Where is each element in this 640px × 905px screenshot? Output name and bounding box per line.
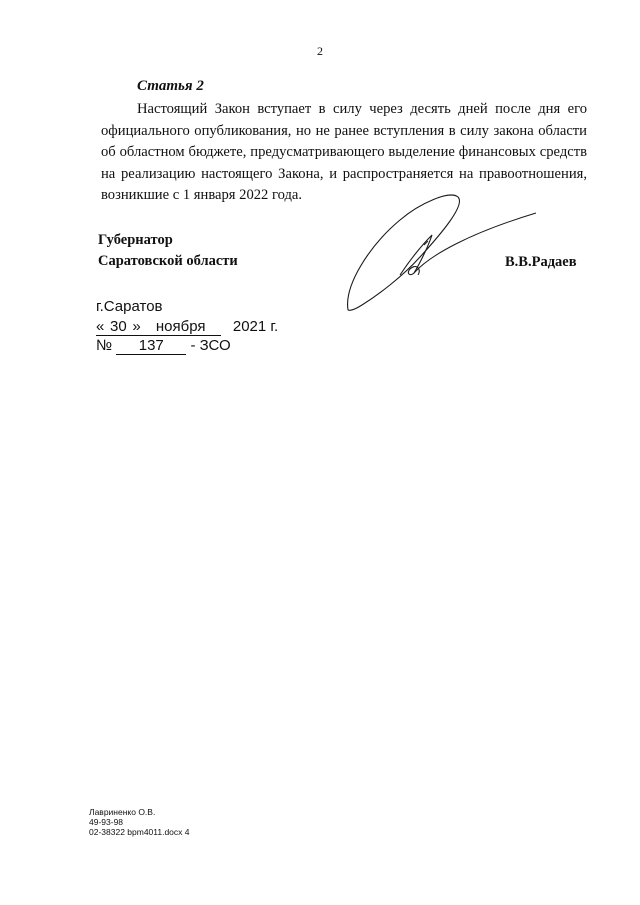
date-open-quote: « 30 » ноября bbox=[96, 319, 221, 336]
signatory-name: В.В.Радаев bbox=[505, 254, 577, 270]
date-line bbox=[96, 318, 278, 336]
page-number: 2 bbox=[317, 44, 323, 58]
number-prefix: № bbox=[96, 337, 113, 354]
signatory-title-line1: Губернатор bbox=[98, 232, 173, 248]
signatory-title-line2: Саратовской области bbox=[98, 253, 238, 269]
footer-phone: 49-93-98 bbox=[89, 817, 124, 827]
place: г.Саратов bbox=[96, 298, 163, 315]
date-year: 2021 г. bbox=[232, 318, 279, 335]
date-day: 30 bbox=[110, 318, 127, 335]
date-month: ноября bbox=[155, 318, 206, 335]
article-body: Настоящий Закон вступает в силу через десять дней после дня его официального опубликования, но не ранее вступления в силу закона области об областном бюджете, предусматривающего выделение финансовых средств на реализацию настоящего Закона, и распространяется на правоотношения, возникшие с 1 января 2022 года. bbox=[101, 101, 587, 203]
date-close-quote: » bbox=[132, 318, 141, 335]
footer bbox=[89, 807, 190, 837]
document-number: 137 bbox=[116, 338, 186, 355]
handwritten-signature-icon bbox=[340, 185, 540, 320]
footer-file: 02-38322 bpm4011.docx 4 bbox=[89, 827, 190, 837]
number-suffix: - ЗСО bbox=[190, 337, 231, 354]
footer-author: Лавриненко О.В. bbox=[89, 807, 156, 817]
number-line bbox=[96, 337, 231, 355]
article-title: Статья 2 bbox=[137, 78, 204, 94]
signatory-title bbox=[98, 230, 238, 272]
